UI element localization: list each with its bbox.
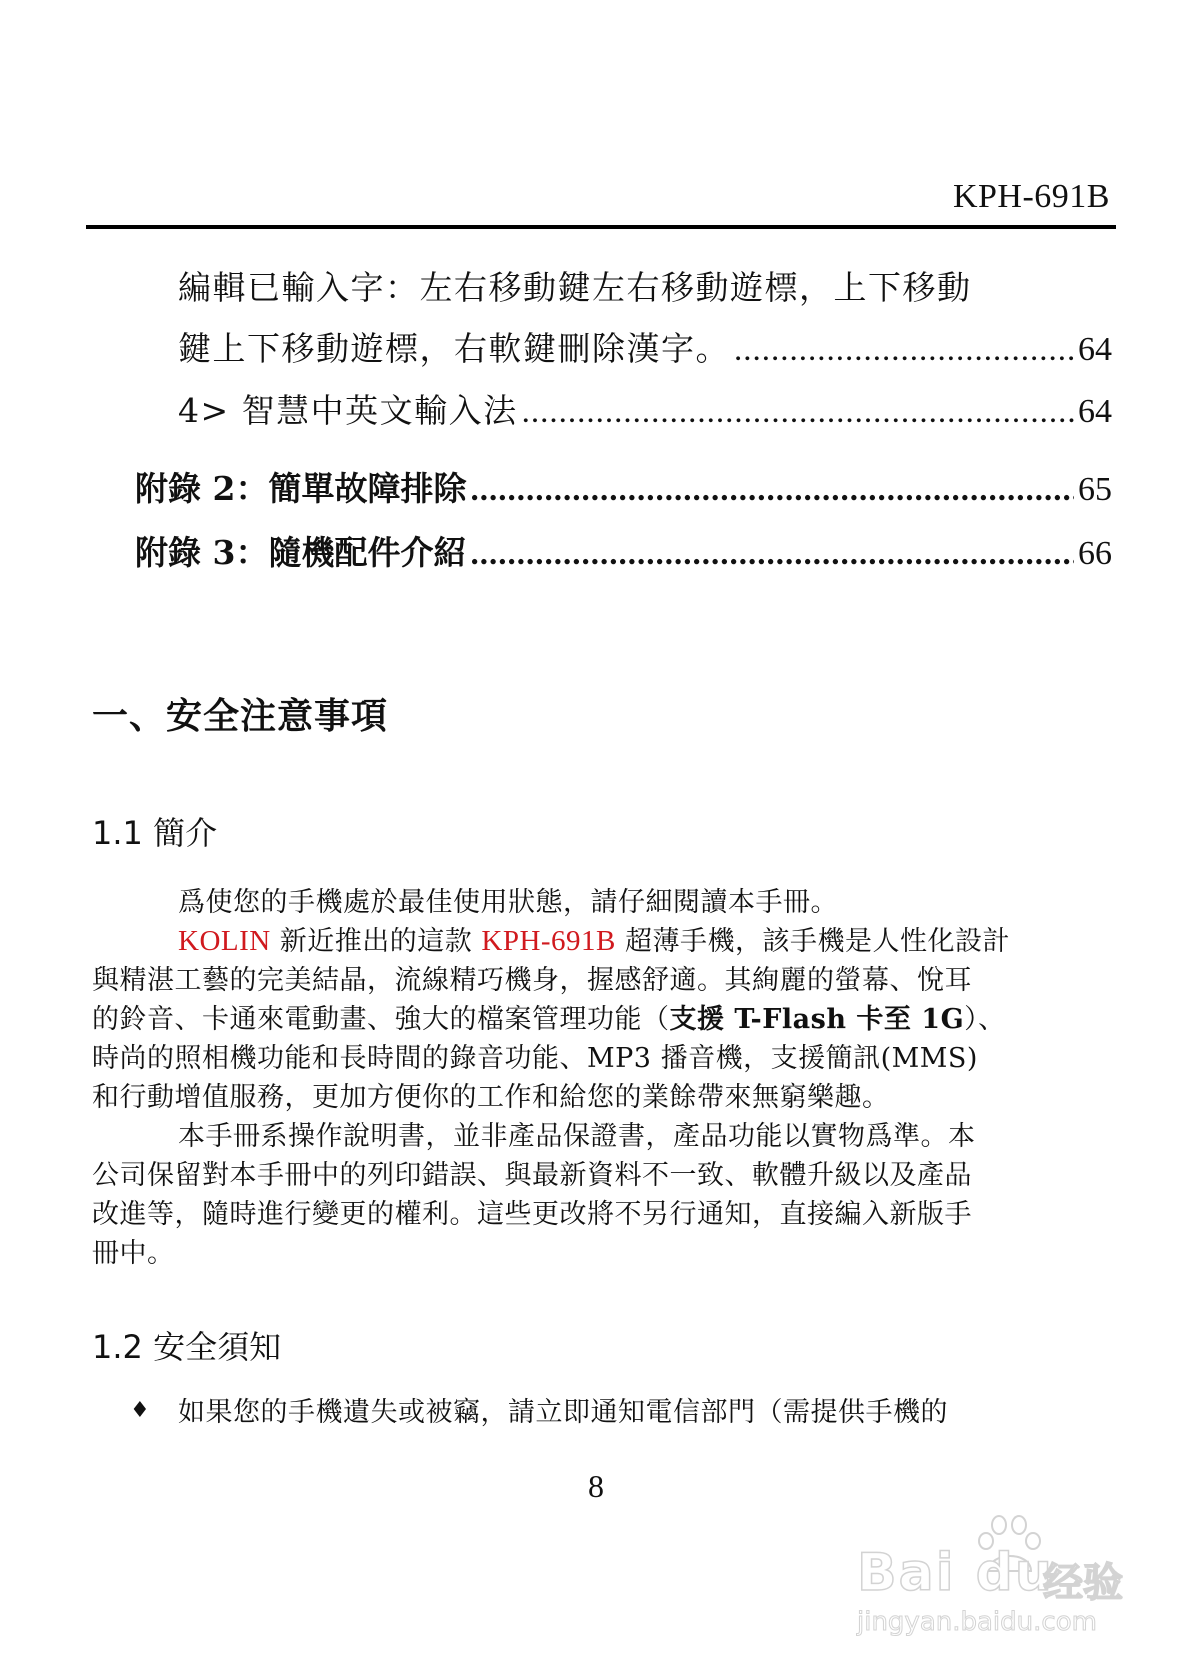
toc-item[interactable] xyxy=(178,385,1112,432)
text-run: 新近推出的這款 xyxy=(270,926,482,957)
toc-item-label: 鍵上下移動遊標，右軟鍵刪除漢字。 xyxy=(178,329,730,368)
toc-item-appendix-3[interactable] xyxy=(135,527,1112,574)
section-title-safety: 1.2 安全須知 xyxy=(92,1328,282,1366)
page-number: 8 xyxy=(588,1468,604,1504)
header-divider xyxy=(86,225,1116,229)
document-model-header: KPH-691B xyxy=(952,178,1110,215)
diamond-bullet-icon: ♦ xyxy=(130,1398,150,1423)
chapter-title: 一、安全注意事項 xyxy=(92,695,389,737)
paragraph-line xyxy=(92,919,1112,958)
toc-page-number: 65 xyxy=(1078,471,1112,508)
watermark-url: jingyan.baidu.com xyxy=(857,1607,1097,1637)
model-name: KPH-691B xyxy=(481,925,616,957)
paragraph-line: 時尚的照相機功能和長時間的錄音功能、MP3 播音機，支援簡訊(MMS) xyxy=(92,1043,978,1074)
baidu-jingyan-watermark xyxy=(855,1515,1140,1645)
paragraph-line: 和行動增值服務，更加方便你的工作和給您的業餘帶來無窮樂趣。 xyxy=(92,1082,890,1113)
safety-bullet-item: 如果您的手機遺失或被竊，請立即通知電信部門（需提供手機的 xyxy=(178,1397,948,1428)
toc-item[interactable] xyxy=(178,323,1112,370)
toc-dot-leader xyxy=(470,472,1074,509)
toc-item-label: 附錄 2：簡單故障排除 xyxy=(135,469,467,508)
toc-item-label: 4> 智慧中英文輸入法 xyxy=(178,391,518,430)
paragraph-line: 改進等，隨時進行變更的權利。這些更改將不另行通知，直接編入新版手 xyxy=(92,1199,972,1230)
paragraph-line: 爲使您的手機處於最佳使用狀態，請仔細閱讀本手冊。 xyxy=(178,887,838,918)
paragraph-line: 本手冊系操作說明書，並非產品保證書，產品功能以實物爲準。本 xyxy=(178,1121,976,1152)
emphasis-text: 支援 T-Flash 卡至 1G xyxy=(669,1004,965,1035)
toc-item-text: 編輯已輸入字：左右移動鍵左右移動遊標，上下移動 xyxy=(178,268,972,307)
paragraph-line xyxy=(92,997,1112,1036)
toc-page-number: 64 xyxy=(1078,331,1112,368)
toc-item-appendix-2[interactable] xyxy=(135,463,1112,510)
text-run: 超薄手機，該手機是人性化設計 xyxy=(615,926,1010,957)
paragraph-line: 與精湛工藝的完美結晶，流線精巧機身，握感舒適。其絢麗的螢幕、悅耳 xyxy=(92,965,972,996)
toc-dot-leader xyxy=(522,394,1074,431)
paragraph-line: 公司保留對本手冊中的列印錯誤、與最新資料不一致、軟體升級以及產品 xyxy=(92,1160,972,1191)
text-run: ）、 xyxy=(964,1004,1006,1035)
toc-dot-leader xyxy=(734,332,1074,369)
brand-name: KOLIN xyxy=(178,925,271,957)
toc-dot-leader xyxy=(470,536,1074,573)
paragraph-line: 冊中。 xyxy=(92,1238,175,1269)
toc-page-number: 66 xyxy=(1078,535,1112,572)
text-run: 的鈴音、卡通來電動畫、強大的檔案管理功能（ xyxy=(92,1004,670,1035)
toc-item-label: 附錄 3：隨機配件介紹 xyxy=(135,533,467,572)
section-title-intro: 1.1 簡介 xyxy=(92,814,218,852)
toc-page-number: 64 xyxy=(1078,393,1112,430)
watermark-brand-cn: 经验 xyxy=(1043,1560,1123,1606)
watermark-brand: Bai du xyxy=(857,1543,1054,1603)
